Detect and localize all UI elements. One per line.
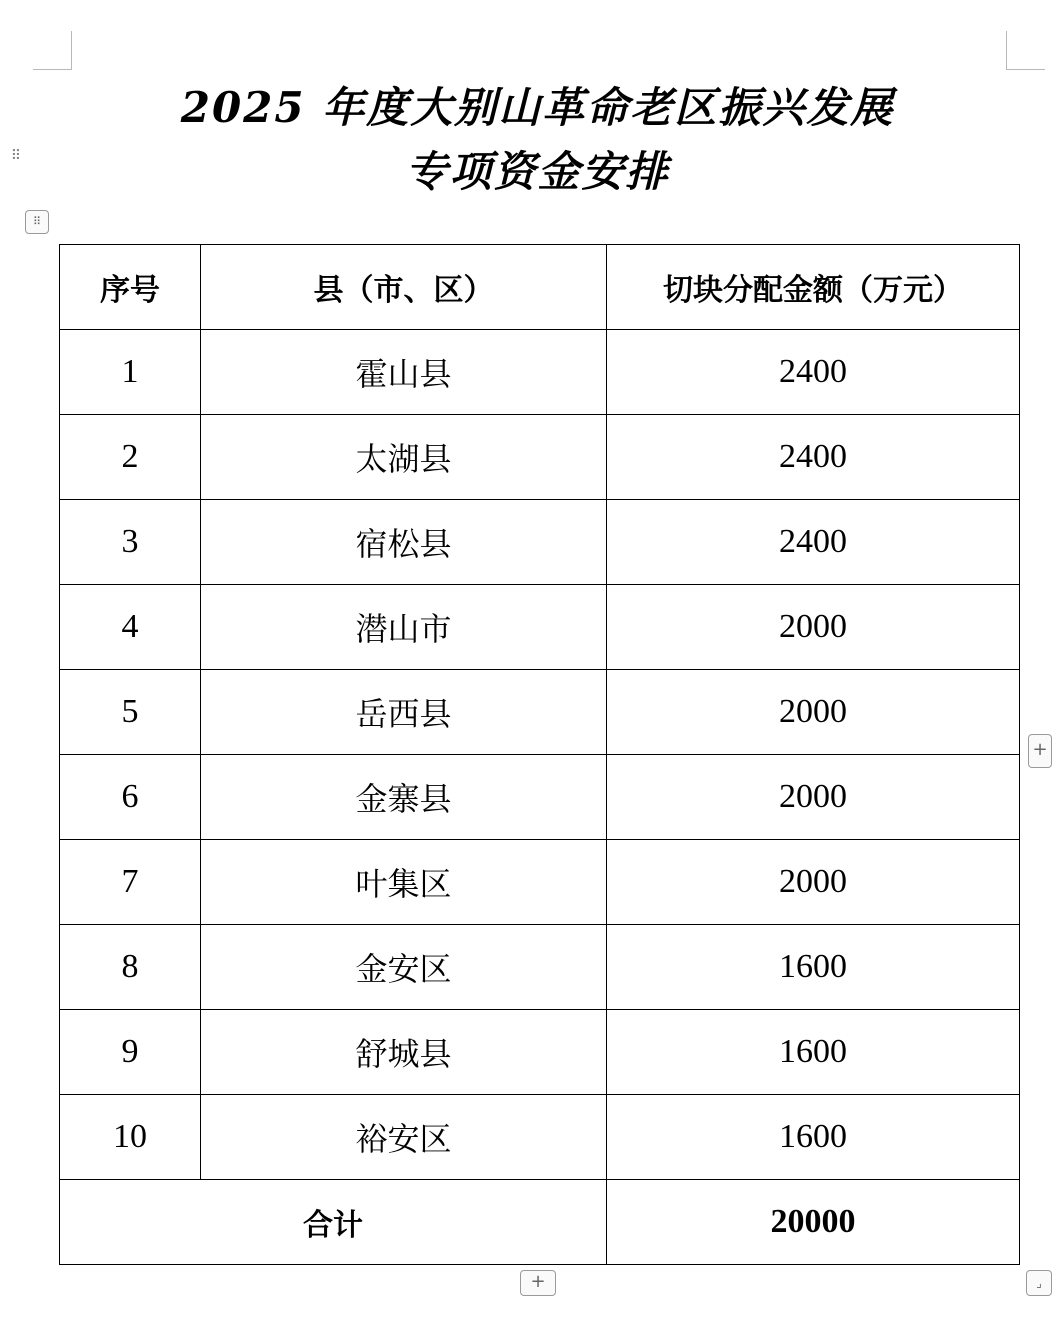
table-row	[60, 1010, 1020, 1095]
cell-county: 岳西县	[201, 670, 607, 755]
document-title	[0, 76, 1059, 204]
page-corner-mark-top-left	[33, 31, 72, 70]
cell-county: 太湖县	[201, 415, 607, 500]
cell-county: 金寨县	[201, 755, 607, 840]
table-header-row	[60, 245, 1020, 330]
cell-amount: 2000	[607, 585, 1020, 670]
header-county: 县（市、区）	[201, 245, 607, 330]
plus-icon: +	[530, 1271, 546, 1292]
table-row	[60, 330, 1020, 415]
page-corner-mark-top-right	[1006, 31, 1045, 70]
table-row	[60, 500, 1020, 585]
cell-serial-number: 7	[60, 840, 201, 925]
cell-amount: 1600	[607, 925, 1020, 1010]
cell-serial-number: 2	[60, 415, 201, 500]
header-amount: 切块分配金额（万元）	[607, 245, 1020, 330]
cell-serial-number: 8	[60, 925, 201, 1010]
cell-serial-number: 5	[60, 670, 201, 755]
cell-county: 舒城县	[201, 1010, 607, 1095]
table-row	[60, 1095, 1020, 1180]
table-row	[60, 415, 1020, 500]
cell-county: 金安区	[201, 925, 607, 1010]
cell-amount: 2000	[607, 840, 1020, 925]
cell-amount: 2000	[607, 755, 1020, 840]
cell-county: 霍山县	[201, 330, 607, 415]
header-serial-number: 序号	[60, 245, 201, 330]
cell-serial-number: 4	[60, 585, 201, 670]
cell-amount: 2400	[607, 415, 1020, 500]
table-row	[60, 925, 1020, 1010]
cell-amount: 2400	[607, 500, 1020, 585]
cell-amount: 1600	[607, 1010, 1020, 1095]
cell-county: 叶集区	[201, 840, 607, 925]
table-total-row	[60, 1180, 1020, 1265]
cell-county: 宿松县	[201, 500, 607, 585]
table-row	[60, 670, 1020, 755]
cell-amount: 2000	[607, 670, 1020, 755]
resize-icon: ⌟	[1036, 1276, 1042, 1290]
cell-county: 裕安区	[201, 1095, 607, 1180]
table-row	[60, 840, 1020, 925]
cell-amount: 2400	[607, 330, 1020, 415]
cell-serial-number: 10	[60, 1095, 201, 1180]
cell-county: 潜山市	[201, 585, 607, 670]
cell-serial-number: 6	[60, 755, 201, 840]
cell-serial-number: 3	[60, 500, 201, 585]
cell-serial-number: 1	[60, 330, 201, 415]
table-row	[60, 585, 1020, 670]
paragraph-drag-handle-icon[interactable]: ⠿	[10, 148, 22, 164]
cell-amount: 1600	[607, 1095, 1020, 1180]
add-column-button[interactable]	[1028, 734, 1052, 768]
add-row-button[interactable]	[520, 1270, 556, 1296]
move-handle-icon[interactable]: ⠿	[25, 210, 49, 234]
table-row	[60, 755, 1020, 840]
document-title-line-2: 专项资金安排	[405, 147, 670, 196]
document-title-line-1: 2025 年度大别山革命老区振兴发展	[180, 83, 895, 132]
cell-total-label: 合计	[60, 1180, 607, 1265]
plus-icon: +	[1032, 739, 1048, 760]
allocation-table	[59, 244, 1020, 1265]
cell-total-amount: 20000	[607, 1180, 1020, 1265]
resize-table-button[interactable]	[1026, 1270, 1052, 1296]
cell-serial-number: 9	[60, 1010, 201, 1095]
